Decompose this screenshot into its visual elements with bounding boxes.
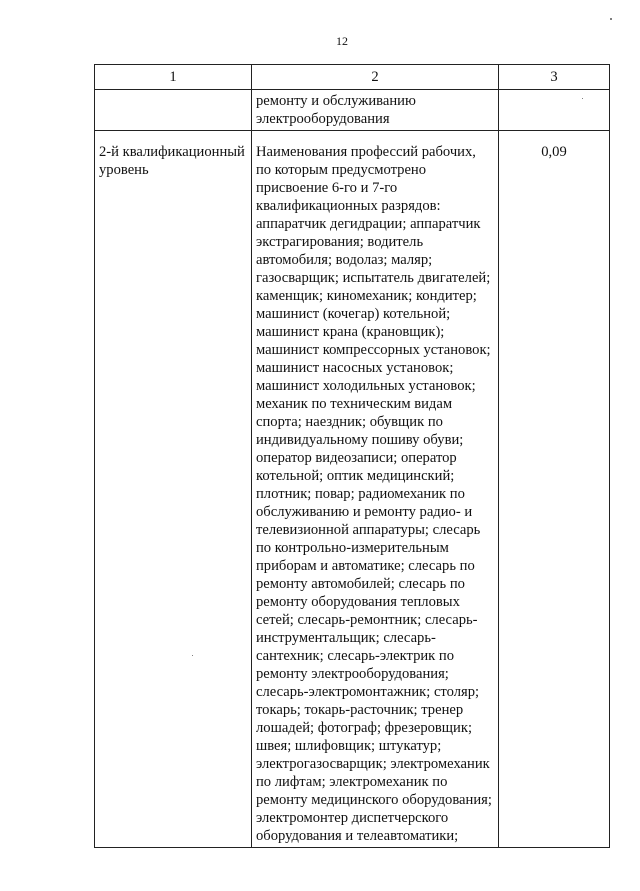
column-header-2: 2 [252, 65, 499, 90]
coefficient-value-cell: 0,09 [499, 131, 610, 848]
continuation-level-cell [95, 90, 252, 131]
page-number: 12 [336, 34, 348, 48]
scan-speck [610, 18, 612, 20]
qualification-table [94, 64, 610, 848]
table-row-level-2 [95, 131, 610, 848]
scan-speck [192, 655, 193, 656]
table-row-continuation [95, 90, 610, 131]
scan-speck [582, 98, 583, 99]
professions-description-cell: Наименования профессий рабочих, по которым предусмотрено присвоение 6-го и 7-го квалификационных разрядов: аппаратчик дегидрации; аппаратчик экстрагирования; водитель автомобиля; водолаз; маляр; газосварщик; испытатель двигателей; каменщик; киномеханик; кондитер; машинист (кочегар) котельной; машинист крана (крановщик); машинист компрессорных установок; машинист насосных установок; машинист холодильных установок; механик по техническим видам спорта; наездник; обувщик по индивидуальному пошиву обуви; оператор видеозаписи; оператор котельной; оптик медицинский; плотник; повар; радиомеханик по обслуживанию и ремонту радио- и телевизионной аппаратуры; слесарь по контрольно-измерительным приборам и автоматике; слесарь по ремонту автомобилей; слесарь по ремонту оборудования тепловых сетей; слесарь-ремонтник; слесарь-инструментальщик; слесарь-сантехник; слесарь-электрик по ремонту электрооборудования; слесарь-электромонтажник; столяр; токарь; токарь-расточник; тренер лошадей; фотограф; фрезеровщик; швея; шлифовщик; штукатур; электрогазосварщик; электромеханик по лифтам; электромеханик по ремонту медицинского оборудования; электромонтер диспетчерского оборудования и телеавтоматики; [252, 131, 499, 848]
continuation-description-cell: ремонту и обслуживанию электрооборудования [252, 90, 499, 131]
table-header-row [95, 65, 610, 90]
column-header-1: 1 [95, 65, 252, 90]
column-header-3: 3 [499, 65, 610, 90]
qualification-level-cell: 2-й квалификационный уровень [95, 131, 252, 848]
continuation-value-cell [499, 90, 610, 131]
